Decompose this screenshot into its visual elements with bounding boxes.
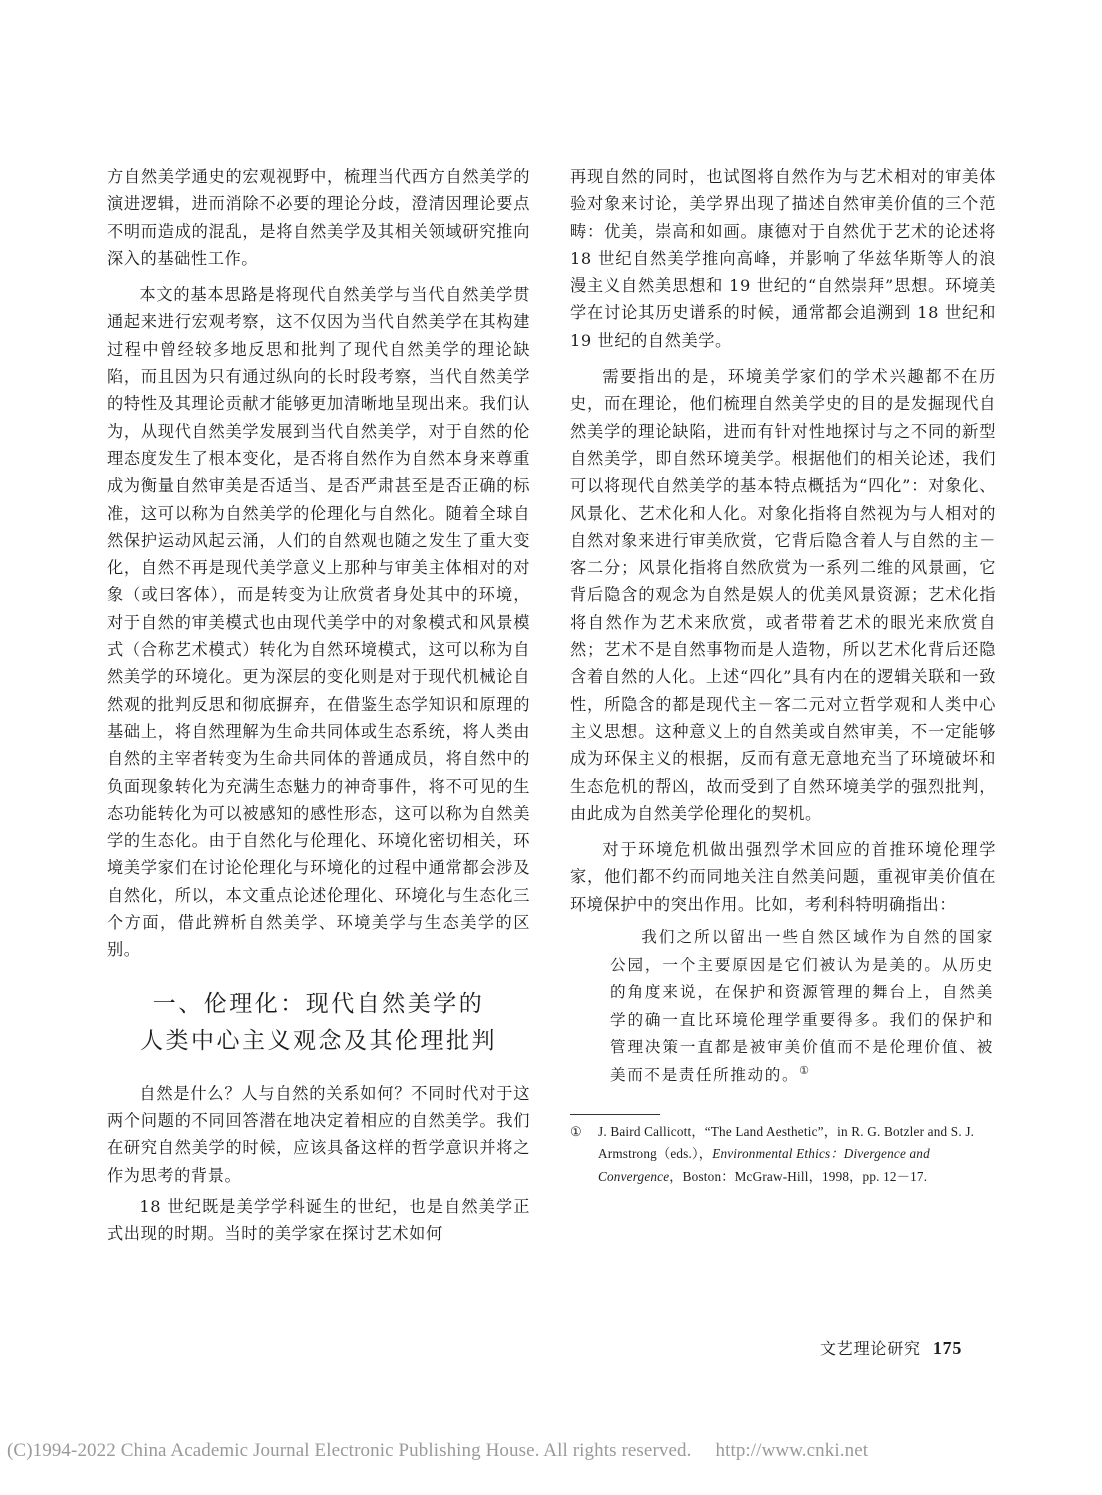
paragraph-continued: 再现自然的同时，也试图将自然作为与艺术相对的审美体验对象来讨论，美学界出现了描述自然审美价值的三个范畴：优美，崇高和如画。康德对于自然优于艺术的论述将 18 世纪自然美学推向高峰，并影响了华兹华斯等人的浪漫主义自然美思想和 19 世纪的“自然崇拜”思想。环境美学在讨论其历史谱系的时候，通常都会追溯到 18 世纪和 19 世纪的自然美学。: [570, 167, 996, 350]
paragraph: 18 世纪既是美学学科诞生的世纪，也是自然美学正式出现的时期。当时的美学家在探讨艺术如何: [107, 1196, 530, 1244]
paragraph: 需要指出的是，环境美学家们的学术兴趣都不在历史，而在理论，他们梳理自然美学史的目的是发掘现代自然美学的理论缺陷，进而有针对性地探讨与之不同的新型自然美学，即自然环境美学。根据他们的相关论述，我们可以将现代自然美学的基本特点概括为“四化”：对象化、风景化、艺术化和人化。对象化指将自然视为与人相对的自然对象来进行审美欣赏，它背后隐含着人与自然的主－客二分；风景化指将自然欣赏为一系列二维的风景画，它背后隐含的观念为自然是娱人的优美风景资源；艺术化指将自然作为艺术来欣赏，或者带着艺术的眼光来欣赏自然；艺术不是自然事物而是人造物，所以艺术化背后还隐含着自然的人化。上述“四化”具有内在的逻辑关联和一致性，所隐含的都是现代主－客二元对立哲学观和人类中心主义思想。这种意义上的自然美或自然审美，不一定能够成为环保主义的根据，反而有意无意地充当了环境破坏和生态危机的帮凶，故而受到了自然环境美学的强烈批判，由此成为自然美学伦理化的契机。: [570, 367, 996, 823]
footnote-text: J. Baird Callicott，“The Land Aesthetic”，in R. G. Botzler and S. J. Armstrong（eds.），: [598, 1123, 975, 1162]
footnote-book-title: Environmental Ethics：Divergence and Convergence: [598, 1146, 930, 1184]
running-footer: [820, 1336, 962, 1359]
quote-text: 我们之所以留出一些自然区域作为自然的国家公园，一个主要原因是它们被认为是美的。从历史的角度来说，在保护和资源管理的舞台上，自然美学的确一直比环境伦理学重要得多。我们的保护和管理决策一直都是被审美价值而不是伦理价值、被美而不是责任所推动的。: [610, 928, 994, 1084]
paragraph: 自然是什么？人与自然的关系如何？不同时代对于这两个问题的不同回答潜在地决定着相应的自然美学。我们在研究自然美学的时候，应该具备这样的哲学意识并将之作为思考的背景。: [107, 1083, 530, 1185]
copyright-notice: [7, 1440, 868, 1462]
footnote-text-end: ，Boston：McGraw-Hill，1998，pp. 12－17.: [669, 1168, 928, 1184]
paragraph: 对于环境危机做出强烈学术回应的首推环境伦理学家，他们都不约而同地关注自然美问题，重视审美价值在环境保护中的突出作用。比如，考利科特明确指出：: [570, 840, 996, 914]
paragraph: 本文的基本思路是将现代自然美学与当代自然美学贯通起来进行宏观考察，这不仅因为当代自然美学在其构建过程中曾经较多地反思和批判了现代自然美学的理论缺陷，而且因为只有通过纵向的长时段考察，当代自然美学的特性及其理论贡献才能够更加清晰地呈现出来。我们认为，从现代自然美学发展到当代自然美学，对于自然的伦理态度发生了根本变化，是否将自然作为自然本身来尊重成为衡量自然审美是否适当、是否严肃甚至是否正确的标准，这可以称为自然美学的伦理化与自然化。随着全球自然保护运动风起云涌，人们的自然观也随之发生了重大变化，自然不再是现代美学意义上那种与审美主体相对的对象（或曰客体），而是转变为让欣赏者身处其中的环境，对于自然的审美模式也由现代美学中的对象模式和风景模式（合称艺术模式）转化为自然环境模式，这可以称为自然美学的环境化。更为深层的变化则是对于现代机械论自然观的批判反思和彻底摒弃，在借鉴生态学知识和原理的基础上，将自然理解为生命共同体或生态系统，将人类由自然的主宰者转变为生命共同体的普通成员，将自然中的负面现象转化为充满生态魅力的神奇事件，将不可见的生态功能转化为可以被感知的感性形态，这可以称为自然美学的生态化。由于自然化与伦理化、环境化密切相关，环境美学家们在讨论伦理化与环境化的过程中通常都会涉及自然化，所以，本文重点论述伦理化、环境化与生态化三个方面，借此辨析自然美学、环境美学与生态美学的区别。: [107, 285, 530, 960]
footnote-divider: [570, 1114, 660, 1115]
block-quote: [570, 924, 996, 1090]
right-column: [570, 163, 996, 1188]
footnote: [570, 1121, 996, 1189]
section-heading-line-1: 一、伦理化：现代自然美学的: [152, 990, 485, 1017]
journal-name: 文艺理论研究: [820, 1339, 921, 1358]
section-heading-line-2: 人类中心主义观念及其伦理批判: [140, 1027, 497, 1054]
section-heading: [107, 986, 530, 1060]
footnote-reference[interactable]: ①: [799, 1063, 811, 1077]
left-column: [107, 163, 530, 1247]
page-number: 175: [932, 1338, 963, 1358]
footnote-mark: ①: [570, 1123, 583, 1139]
copyright-text: (C)1994-2022 China Academic Journal Electronic Publishing House. All rights reserved.: [7, 1440, 692, 1461]
paragraph-continued: 方自然美学通史的宏观视野中，梳理当代西方自然美学的演进逻辑，进而消除不必要的理论分歧，澄清因理论要点不明而造成的混乱，是将自然美学及其相关领域研究推向深入的基础性工作。: [107, 167, 530, 268]
copyright-url[interactable]: http://www.cnki.net: [715, 1440, 869, 1461]
